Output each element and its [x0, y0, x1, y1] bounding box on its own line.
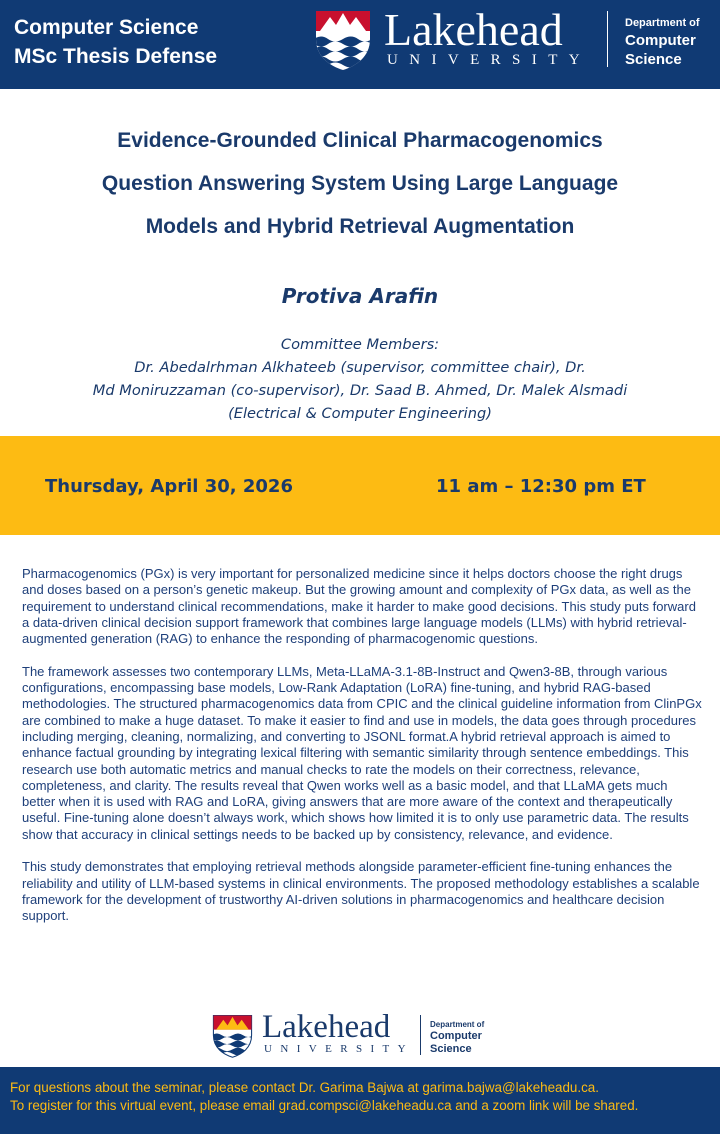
event-date: Thursday, April 30, 2026 [45, 476, 293, 497]
footer-university-logo [212, 1009, 502, 1059]
footer-department-label [430, 1019, 484, 1056]
header-title-line1: Computer Science [14, 16, 199, 39]
footer-logo-wordmark: Lakehead [262, 1009, 391, 1045]
dept-line2: Computer [625, 32, 696, 49]
footer-crest-icon [212, 1014, 253, 1058]
contact-info [10, 1079, 715, 1115]
thesis-title-line2: Question Answering System Using Large Language [101, 172, 619, 195]
university-logo [314, 4, 714, 71]
footer-dept-line1: Department of [430, 1020, 485, 1029]
footer-dept-line2: Computer [430, 1030, 482, 1042]
abstract-paragraph-3: This study demonstrates that employing retrieval methods alongside parameter-efficient fine-tuning enhances the reliability and utility of LLM-based systems in clinical environments. The proposed methodology establishes a scalable framework for the development of trustworthy AI-driven solutions in pharmacogenomics and healthcare decision support. [22, 859, 700, 924]
contact-band [0, 1067, 720, 1134]
header-title-line2: MSc Thesis Defense [14, 45, 218, 68]
footer-dept-line3: Science [430, 1043, 472, 1055]
footer-logo-divider [420, 1015, 421, 1055]
committee-heading: Committee Members: [280, 336, 440, 353]
committee-members [40, 333, 680, 425]
crest-icon [314, 9, 372, 71]
logo-subtitle: UNIVERSITY [387, 52, 591, 68]
department-label [625, 15, 700, 69]
dept-line3: Science [625, 51, 682, 68]
dept-line1: Department of [625, 17, 700, 29]
event-time: 11 am – 12:30 pm ET [436, 476, 646, 497]
abstract-paragraph-2: The framework assesses two contemporary LLMs, Meta-LLaMA-3.1-8B-Instruct and Qwen3-8B, through various configurations, encompassing base models, Low-Rank Adaptation (LoRA) fine-tuning, and hybrid RAG-based methodologies. The structured pharmacogenomics data from CPIC and the clinical guideline information from ClinPGx are combined to make a huge dataset. To make it easier to find and use in models, the data goes through procedures including merging, cleaning, normalizing, and converting to JSONL format.A hybrid retrieval approach is aimed to enhance factual grounding by integrating lexical filtering with semantic similarity through sentence embeddings. This research use both automatic metrics and manual checks to rate the models on their correctness, relevance, completeness, and clarity. The results reveal that Qwen works well as a basic model, and that LLaMA gets much better when it is used with RAG and LoRA, giving answers that are more aware of the context and therapeutically useful. Fine-tuning alone doesn’t always work, which shows how limited it is to only use parametric data. The results show that accuracy in clinical settings needs to be backed up by consistency, relevance, and evidence. [22, 663, 702, 842]
footer-logo-subtitle: UNIVERSITY [264, 1043, 414, 1055]
contact-line2: To register for this virtual event, please email grad.compsci@lakeheadu.ca and a zoom link will be shared. [10, 1098, 639, 1113]
event-type-title [14, 13, 217, 71]
abstract [22, 566, 702, 941]
thesis-title-line1: Evidence-Grounded Clinical Pharmacogenomics [117, 129, 603, 152]
committee-line2: Md Moniruzzaman (co-supervisor), Dr. Saad B. Ahmed, Dr. Malek Alsmadi [92, 382, 628, 399]
logo-divider [607, 11, 608, 67]
logo-wordmark: Lakehead [384, 4, 563, 55]
date-band [0, 436, 720, 535]
thesis-title [30, 119, 690, 248]
thesis-title-line3: Models and Hybrid Retrieval Augmentation [145, 215, 575, 238]
committee-line1: Dr. Abedalrhman Alkhateeb (supervisor, committee chair), Dr. [134, 359, 586, 376]
abstract-paragraph-1: Pharmacogenomics (PGx) is very important for personalized medicine since it helps doctors choose the right drugs and doses based on a person’s genetic makeup. But the growing amount and complexity of PGx data, as well as the requirement to understand clinical recommendations, make it harder to make good decisions. This study puts forward a data-driven clinical decision support framework that combines large language models (LLMs) with hybrid retrieval-augmented generation (RAG) to enhance the responding of pharmacogenomic questions. [22, 566, 696, 647]
contact-line1: For questions about the seminar, please contact Dr. Garima Bajwa at garima.bajwa@lakeheadu.ca. [10, 1080, 599, 1095]
committee-line3: (Electrical & Computer Engineering) [228, 405, 492, 422]
header-band [0, 0, 720, 89]
presenter-name: Protiva Arafin [281, 284, 439, 308]
